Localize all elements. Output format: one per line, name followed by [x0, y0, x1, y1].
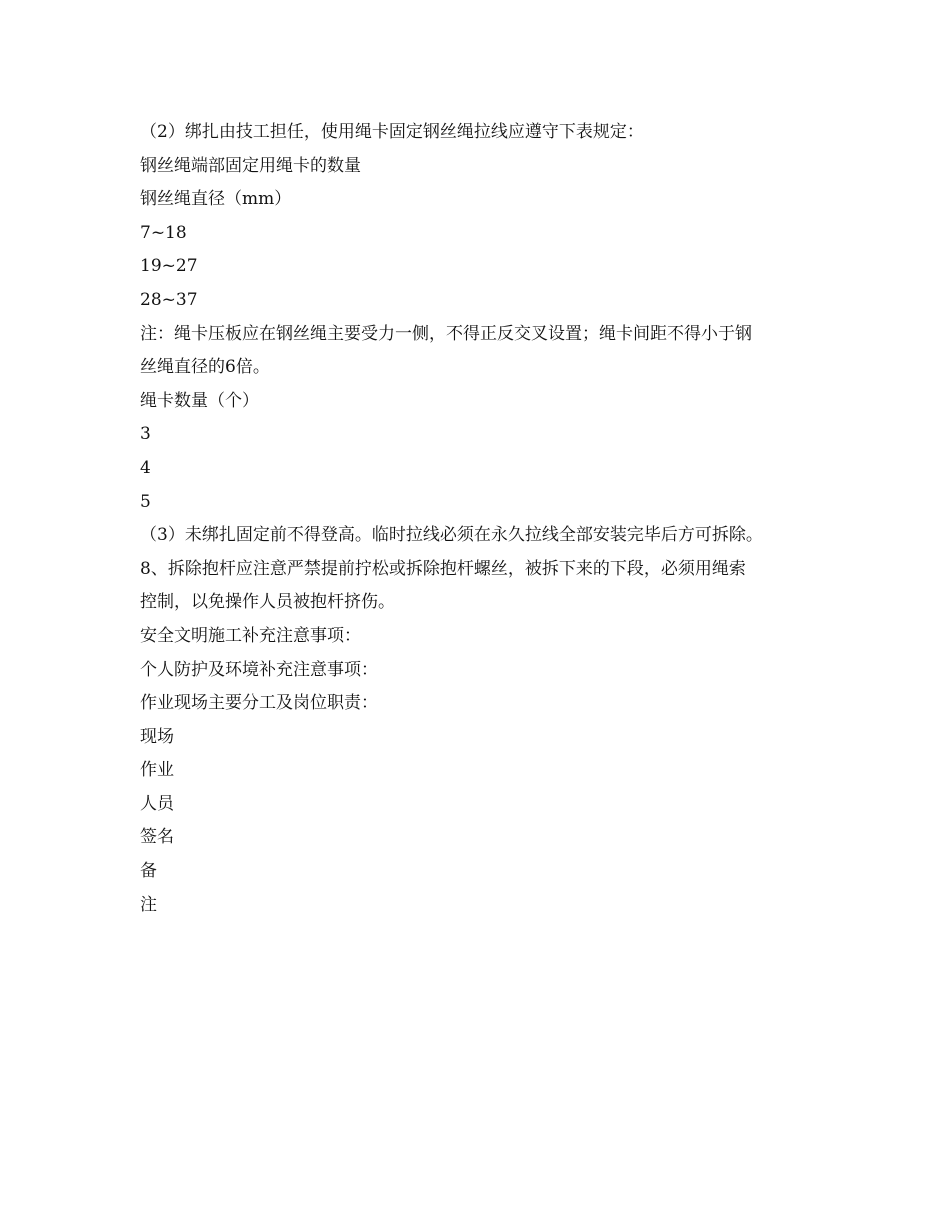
table-cell-diameter-3: 28~37: [140, 289, 198, 310]
table-note-line-2: 丝绳直径的6倍。: [140, 357, 270, 378]
table-note-line-1: 注：绳卡压板应在钢丝绳主要受力一侧，不得正反交叉设置；绳卡间距不得小于钢: [140, 323, 752, 344]
signature-label-2: 作业: [140, 760, 174, 781]
table-cell-count-1: 3: [140, 424, 151, 445]
table-cell-diameter-2: 19~27: [140, 256, 198, 277]
table-title: 钢丝绳端部固定用绳卡的数量: [140, 155, 361, 176]
table-cell-count-2: 4: [140, 457, 151, 478]
signature-label-4: 签名: [140, 827, 174, 848]
section-division-of-labor: 作业现场主要分工及岗位职责：: [140, 693, 378, 714]
signature-label-1: 现场: [140, 726, 174, 747]
remarks-label-1: 备: [140, 861, 157, 882]
section-safety-notes: 安全文明施工补充注意事项：: [140, 625, 361, 646]
signature-label-3: 人员: [140, 793, 174, 814]
paragraph-temporary-guy: （3）未绑扎固定前不得登高。临时拉线必须在永久拉线全部安装完毕后方可拆除。: [140, 525, 763, 546]
paragraph-binding-rule: （2）绑扎由技工担任，使用绳卡固定钢丝绳拉线应遵守下表规定：: [140, 122, 644, 142]
paragraph-remove-pole-line-2: 控制，以免操作人员被抱杆挤伤。: [140, 592, 395, 613]
table-cell-diameter-1: 7~18: [140, 222, 187, 243]
table-cell-count-3: 5: [140, 491, 151, 512]
section-personal-protection: 个人防护及环境补充注意事项：: [140, 659, 378, 680]
remarks-label-2: 注: [140, 894, 157, 915]
table-header-clip-count: 绳卡数量（个）: [140, 390, 259, 411]
table-header-diameter: 钢丝绳直径（mm）: [140, 189, 292, 210]
paragraph-remove-pole-line-1: 8、拆除抱杆应注意严禁提前拧松或拆除抱杆螺丝，被拆下来的下段，必须用绳索: [140, 558, 746, 579]
document-body: [140, 116, 830, 922]
